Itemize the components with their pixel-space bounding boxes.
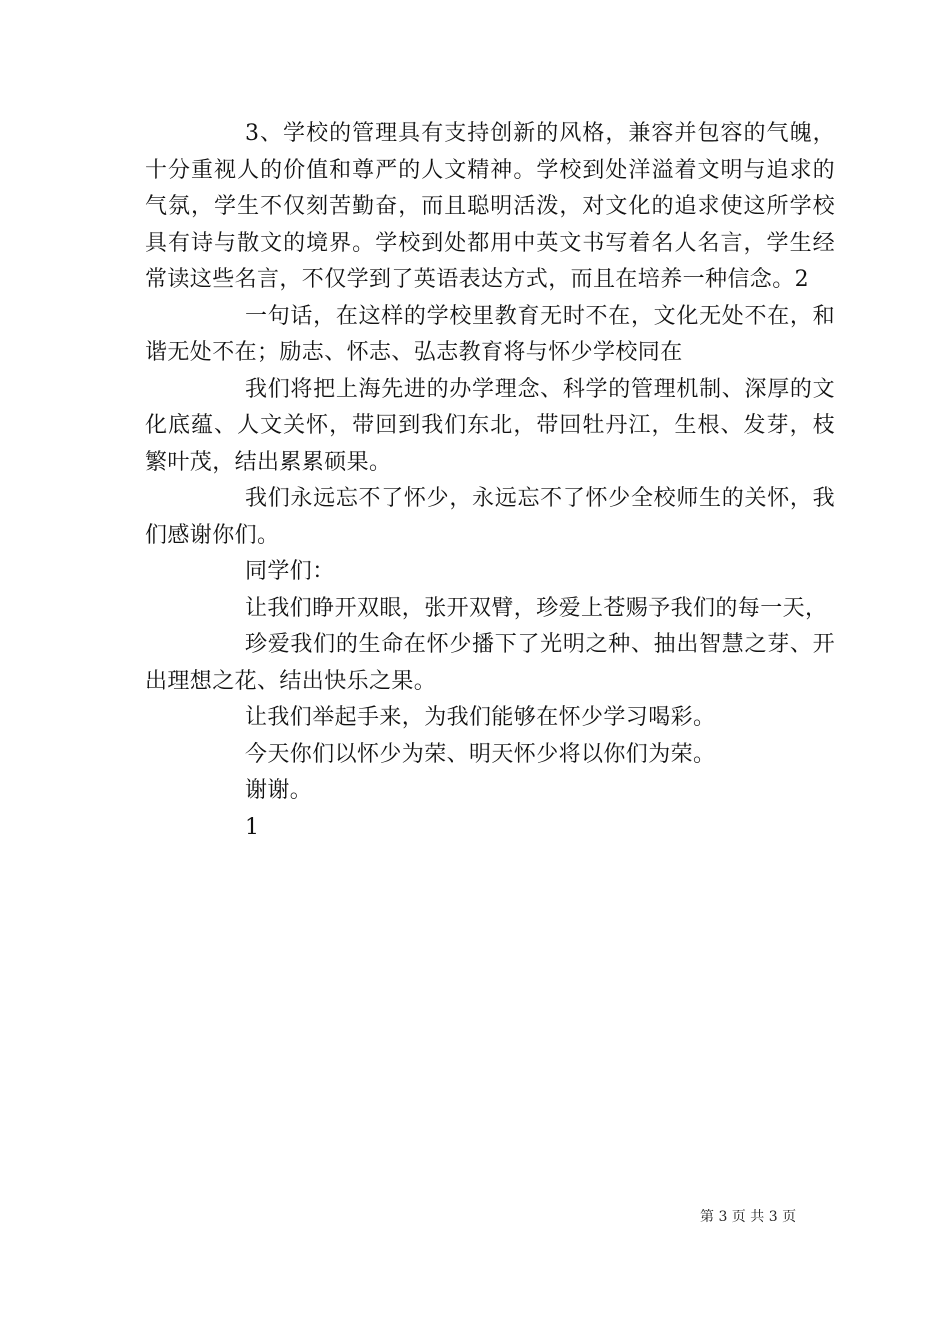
paragraph-bring-back: 我们将把上海先进的办学理念、科学的管理机制、深厚的文化底蕴、人文关怀，带回到我们东北，带回牡丹江，生根、发芽，枝繁叶茂，结出累累硕果。 bbox=[145, 376, 835, 475]
paragraph-number: 1 bbox=[245, 814, 260, 840]
paragraph-salutation: 同学们： bbox=[245, 559, 335, 584]
paragraph-gratitude: 我们永远忘不了怀少，永远忘不了怀少全校师生的关怀，我们感谢你们。 bbox=[145, 486, 835, 548]
document-body bbox=[145, 116, 835, 846]
paragraph-raise-hands: 让我们举起手来，为我们能够在怀少学习喝彩。 bbox=[245, 705, 716, 730]
paragraph-thanks: 谢谢。 bbox=[245, 778, 313, 803]
page-footer: 第 3 页 共 3 页 bbox=[700, 1209, 797, 1225]
paragraph-pride: 今天你们以怀少为荣、明天怀少将以你们为荣。 bbox=[245, 741, 716, 767]
paragraph-open-eyes: 让我们睁开双眼，张开双臂，珍爱上苍赐予我们的每一天， bbox=[245, 595, 828, 621]
paragraph-summary: 一句话，在这样的学校里教育无时不在，文化无处不在，和谐无处不在；励志、怀志、弘志教育将与怀少学校同在 bbox=[145, 303, 835, 365]
paragraph-cherish-life: 珍爱我们的生命在怀少播下了光明之种、抽出智慧之芽、开出理想之花、结出快乐之果。 bbox=[145, 632, 835, 694]
paragraph-school-management: 3、学校的管理具有支持创新的风格，兼容并包容的气魄，十分重视人的价值和尊严的人文精神。学校到处洋溢着文明与追求的气氛，学生不仅刻苦勤奋，而且聪明活泼，对文化的追求使这所学校具有诗与散文的境界。学校到处都用中英文书写着名人名言，学生经常读这些名言，不仅学到了英语表达方式，而且在培养一种信念。2 bbox=[145, 121, 835, 292]
